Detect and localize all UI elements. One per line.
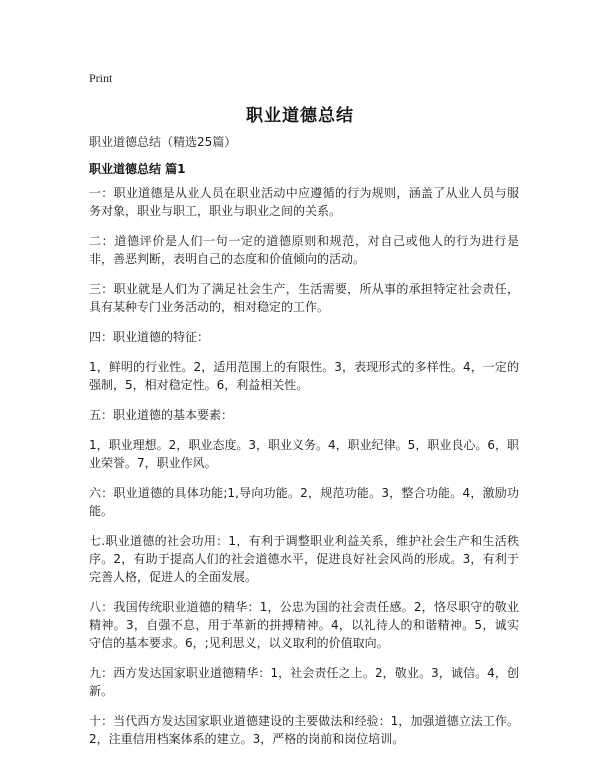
paragraph-3: 三：职业就是人们为了满足社会生产，生活需要，所从事的承担特定社会责任，具有某种专门业务活动的，相对稳定的工作。 xyxy=(89,282,519,314)
section-heading: 职业道德总结 篇1 xyxy=(89,162,186,176)
paragraph-7: 1，职业理想。2，职业态度。3，职业义务。4，职业纪律。5，职业良心。6，职业荣誉。7，职业作风。 xyxy=(89,438,519,470)
paragraph-12: 十：当代西方发达国家职业道德建设的主要做法和经验：1，加强道德立法工作。2，注重信用档案体系的建立。3，严格的岗前和岗位培训。 xyxy=(89,714,519,746)
paragraph-9: 七.职业道德的社会功用：1，有利于调整职业利益关系，维护社会生产和生活秩序。2，有助于提高人们的社会道德水平，促进良好社会风尚的形成。3，有利于完善人格，促进人的全面发展。 xyxy=(89,534,519,584)
paragraph-4: 四：职业道德的特征： xyxy=(89,330,210,344)
paragraph-10: 八：我国传统职业道德的精华：1，公忠为国的社会责任感。2，恪尽职守的敬业精神。3，自强不息，用于革新的拼搏精神。4，以礼待人的和谐精神。5，诚实守信的基本要求。6，;见利思义，以义取利的价值取向。 xyxy=(89,600,519,650)
document-subtitle: 职业道德总结（精选25篇） xyxy=(89,135,237,149)
paragraph-11: 九：西方发达国家职业道德精华：1，社会责任之上。2，敬业。3，诚信。4，创新。 xyxy=(89,666,519,698)
paragraph-1: 一：职业道德是从业人员在职业活动中应遵循的行为规则，涵盖了从业人员与服务对象，职业与职工，职业与职业之间的关系。 xyxy=(89,186,519,218)
paragraph-6: 五：职业道德的基本要素： xyxy=(89,408,234,422)
document-body xyxy=(89,184,519,760)
paragraph-8: 六：职业道德的具体功能;1,导向功能。2，规范功能。3，整合功能。4，激励功能。 xyxy=(89,486,519,518)
print-label: Print xyxy=(89,71,113,85)
page-title: 职业道德总结 xyxy=(246,106,354,126)
paragraph-5: 1，鲜明的行业性。2，适用范围上的有限性。3，表现形式的多样性。4，一定的强制，5，相对稳定性。6，利益相关性。 xyxy=(89,360,519,392)
paragraph-2: 二：道德评价是人们一句一定的道德原则和规范，对自己或他人的行为进行是非，善恶判断，表明自己的态度和价值倾向的活动。 xyxy=(89,234,519,266)
